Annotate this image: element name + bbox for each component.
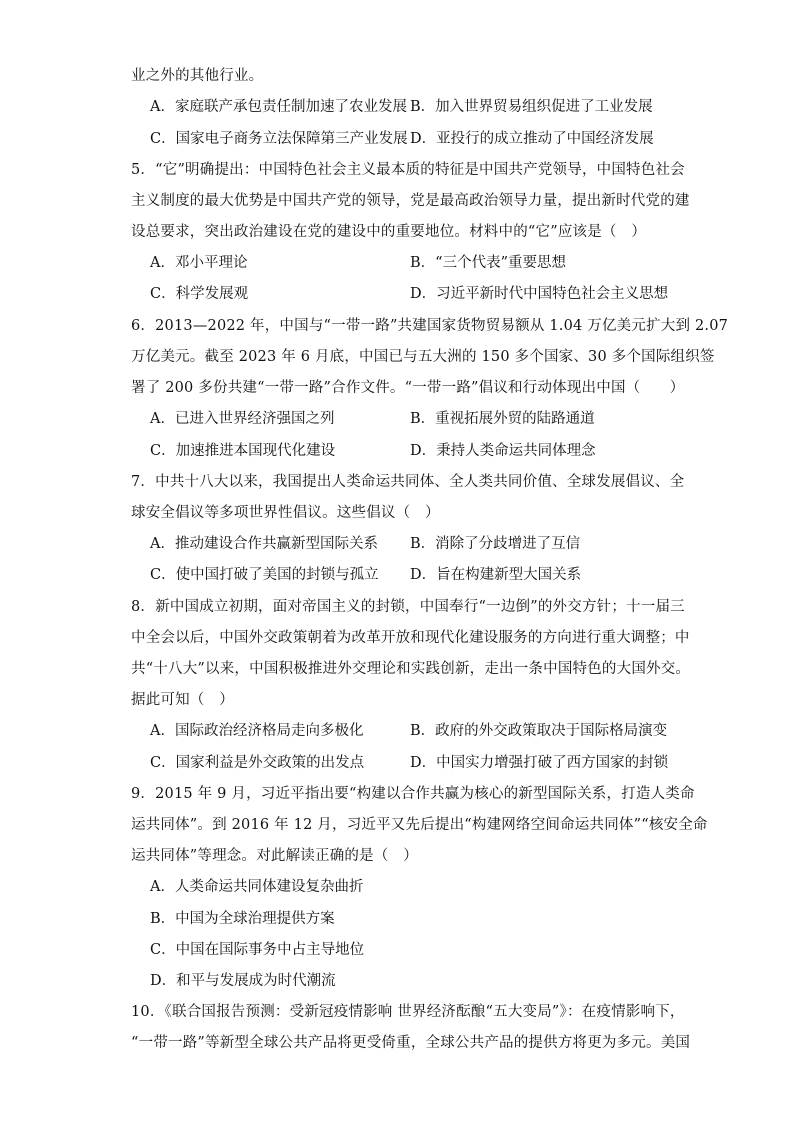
q7-stem-line: 球安全倡议等多项世界性倡议。这些倡议（ ） <box>131 505 440 521</box>
q7-option-b: B．消除了分歧增进了互信 <box>410 536 581 552</box>
q7-option-c: C．使中国打破了美国的封锁与孤立 <box>150 567 379 583</box>
q9-option-a: A．人类命运共同体建设复杂曲折 <box>150 879 364 895</box>
q6-stem-line: 万亿美元。截至 2023 年 6 月底，中国已与五大洲的 150 多个国家、30 多个国际组织签 <box>131 349 715 365</box>
q5-option-a: A．邓小平理论 <box>150 255 248 271</box>
q7-option-d: D．旨在构建新型大国关系 <box>410 567 582 583</box>
q8-option-b: B．政府的外交政策取决于国际格局演变 <box>410 723 668 739</box>
q6-option-b: B．重视拓展外贸的陆路通道 <box>410 411 595 427</box>
q9-stem-line: 运共同体”等理念。对此解读正确的是（ ） <box>131 848 418 864</box>
q8-stem-line: 中全会以后，中国外交政策朝着为改革开放和现代化建设服务的方向进行重大调整；中 <box>131 630 690 646</box>
q8-option-d: D．中国实力增强打破了西方国家的封锁 <box>410 755 669 771</box>
q6-option-a: A．已进入世界经济强国之列 <box>150 411 335 427</box>
q5-stem-line: 主义制度的最大优势是中国共产党的领导，党是最高政治领导力量，提出新时代党的建 <box>131 193 690 209</box>
q8-stem-line: 8．新中国成立初期，面对帝国主义的封锁，中国奉行“一边倒”的外交方针；十一届三 <box>131 599 685 615</box>
q5-stem-line: 设总要求，突出政治建设在党的建设中的重要地位。材料中的“它”应该是（ ） <box>131 224 647 240</box>
q4-option-c: C．国家电子商务立法保障第三产业发展 <box>150 131 408 147</box>
q5-option-c: C．科学发展观 <box>150 286 249 302</box>
q8-stem-line: 据此可知（ ） <box>131 692 234 708</box>
q5-option-d: D．习近平新时代中国特色社会主义思想 <box>410 286 669 302</box>
intro-tail-text: 业之外的其他行业。 <box>131 68 264 84</box>
q6-stem-line: 6．2013—2022 年，中国与“一带一路”共建国家货物贸易额从 1.04 万亿美元扩大到 2.07 <box>131 318 729 334</box>
q5-option-b: B．“三个代表”重要思想 <box>410 255 566 271</box>
q9-option-c: C．中国在国际事务中占主导地位 <box>150 942 365 958</box>
q10-stem-line: “一带一路”等新型全球公共产品将更受倚重，全球公共产品的提供方将更为多元。美国 <box>131 1035 691 1051</box>
q7-option-a: A．推动建设合作共赢新型国际关系 <box>150 536 378 552</box>
q6-option-d: D．秉持人类命运共同体理念 <box>410 443 596 459</box>
q10-stem-line: 10．《联合国报告预测：受新冠疫情影响 世界经济酝酿“五大变局”》：在疫情影响下， <box>131 1004 685 1020</box>
q4-option-a: A．家庭联产承包责任制加速了农业发展 <box>150 99 407 115</box>
q8-option-a: A．国际政治经济格局走向多极化 <box>150 723 364 739</box>
q7-stem-line: 7．中共十八大以来，我国提出人类命运共同体、全人类共同价值、全球发展倡议、全 <box>131 474 685 490</box>
q8-stem-line: 共“十八大”以来，中国积极推进外交理论和实践创新，走出一条中国特色的大国外交。 <box>131 661 691 677</box>
q6-option-c: C．加速推进本国现代化建设 <box>150 443 336 459</box>
q4-option-d: D．亚投行的成立推动了中国经济发展 <box>410 131 654 147</box>
q9-option-b: B．中国为全球治理提供方案 <box>150 911 335 927</box>
q9-option-d: D．和平与发展成为时代潮流 <box>150 973 336 989</box>
q6-stem-line: 署了 200 多份共建“一带一路”合作文件。“一带一路”倡议和行动体现出中国（ ） <box>131 380 685 396</box>
q9-stem-line: 9．2015 年 9 月，习近平指出要“构建以合作共赢为核心的新型国际关系，打造人类命 <box>131 786 695 802</box>
q8-option-c: C．国家利益是外交政策的出发点 <box>150 755 365 771</box>
q4-option-b: B．加入世界贸易组织促进了工业发展 <box>410 99 653 115</box>
q9-stem-line: 运共同体”。到 2016 年 12 月，习近平又先后提出“构建网络空间命运共同体”“核安全命 <box>131 817 708 833</box>
q5-stem-line: 5．“它”明确提出：中国特色社会主义最本质的特征是中国共产党领导，中国特色社会 <box>131 162 685 178</box>
